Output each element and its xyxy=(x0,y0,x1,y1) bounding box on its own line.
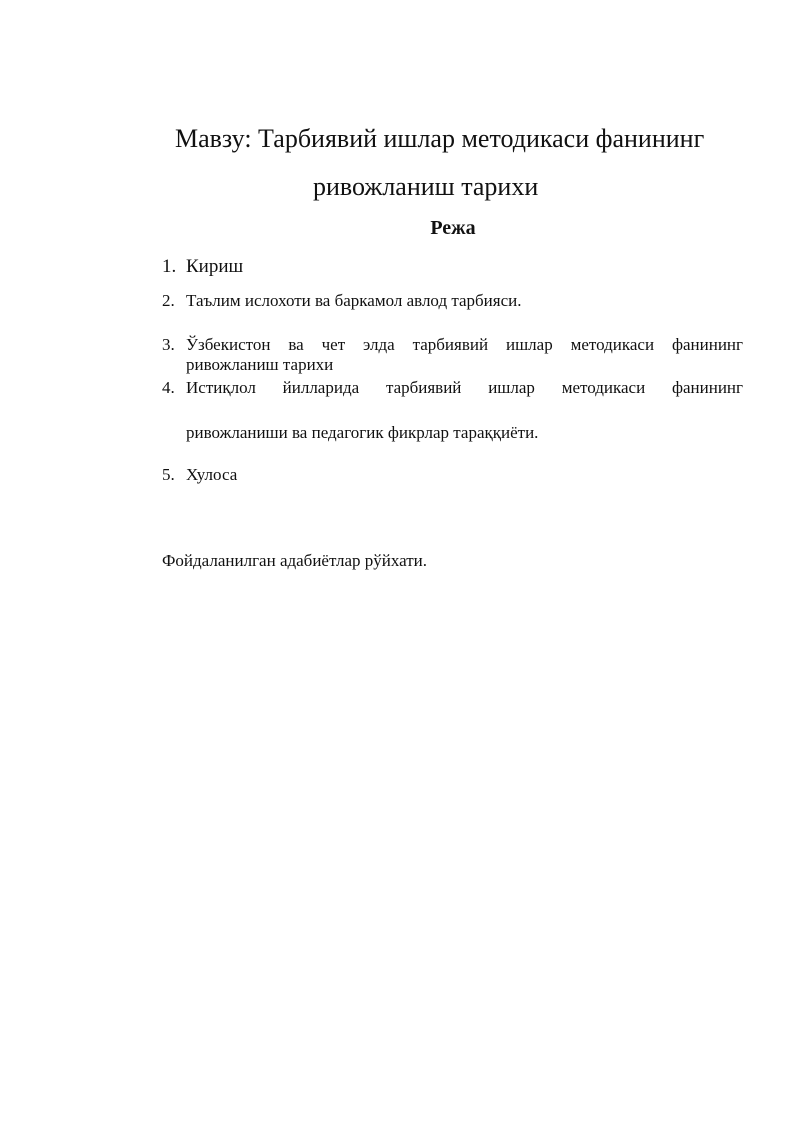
plan-item-4 xyxy=(162,378,743,398)
plan-item-text: Хулоса xyxy=(186,465,238,484)
plan-heading: Режа xyxy=(430,217,476,239)
document-title-line-2: ривожланиш тарихи xyxy=(313,172,539,201)
plan-item-text: Истиқлол йилларида тарбиявий ишлар методикаси фанининг xyxy=(186,378,743,397)
plan-item-text: Ўзбекистон ва чет элда тарбиявий ишлар методикаси фанининг xyxy=(186,335,743,354)
plan-item-4-continuation: ривожланиши ва педагогик фикрлар тараққиёти. xyxy=(186,423,539,442)
plan-item-1 xyxy=(162,256,743,278)
plan-item-number: 1. xyxy=(162,256,177,277)
plan-item-text-continuation: ривожланиш тарихи xyxy=(186,355,334,374)
plan-item-number: 3. xyxy=(162,335,175,354)
references-heading: Фойдаланилган адабиётлар рўйхати. xyxy=(162,551,428,570)
plan-item-text: Кириш xyxy=(186,256,244,277)
plan-item-2 xyxy=(162,291,743,311)
plan-item-number: 5. xyxy=(162,465,175,484)
document-title-line-1: Мавзу: Тарбиявий ишлар методикаси фанининг xyxy=(175,124,705,153)
plan-item-5 xyxy=(162,465,743,485)
plan-item-number: 4. xyxy=(162,378,175,397)
plan-item-3 xyxy=(162,335,743,375)
plan-item-number: 2. xyxy=(162,291,175,310)
plan-item-text: Таълим ислохоти ва баркамол авлод тарбияси. xyxy=(186,291,522,310)
